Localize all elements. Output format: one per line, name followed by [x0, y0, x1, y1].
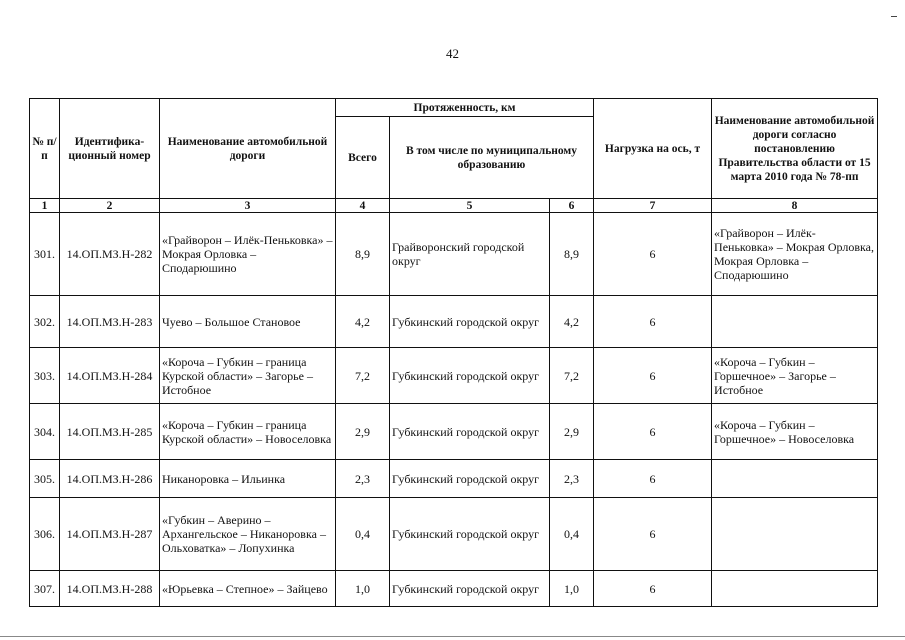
row-load: 6	[594, 498, 712, 571]
row-load: 6	[594, 460, 712, 498]
row-total: 7,2	[336, 348, 390, 404]
row-old-name	[712, 460, 878, 498]
row-load: 6	[594, 404, 712, 460]
row-num: 307.	[30, 571, 60, 607]
header-id: Идентифика-ционный номер	[60, 99, 160, 199]
row-municipality: Губкинский городской округ	[390, 498, 550, 571]
row-name: «Грайворон – Илёк-Пеньковка» – Мокрая Орловка – Сподарюшино	[160, 213, 336, 296]
row-num: 306.	[30, 498, 60, 571]
header-resolution: Наименование автомобильной дороги согласно постановлению Правительства области от 15 марта 2010 года № 78-пп	[712, 99, 878, 199]
table-row	[30, 498, 878, 571]
row-old-name: «Короча – Губкин – Горшечное» – Загорье – Истобное	[712, 348, 878, 404]
row-km: 7,2	[550, 348, 594, 404]
row-total: 4,2	[336, 296, 390, 348]
row-name: «Короча – Губкин – граница Курской области» – Новоселовка	[160, 404, 336, 460]
header-total: Всего	[336, 117, 390, 199]
header-incl: В том числе по муниципальному образованию	[390, 117, 594, 199]
row-name: «Губкин – Аверино – Архангельское – Никаноровка – Ольховатка» – Лопухинка	[160, 498, 336, 571]
page-number: 42	[446, 46, 459, 61]
column-index: 8	[712, 199, 878, 213]
row-municipality: Губкинский городской округ	[390, 571, 550, 607]
row-id: 14.ОП.МЗ.Н-286	[60, 460, 160, 498]
row-load: 6	[594, 348, 712, 404]
row-id: 14.ОП.МЗ.Н-283	[60, 296, 160, 348]
row-total: 2,3	[336, 460, 390, 498]
table-row	[30, 296, 878, 348]
column-index: 2	[60, 199, 160, 213]
column-index: 3	[160, 199, 336, 213]
row-num: 302.	[30, 296, 60, 348]
header-name: Наименование автомобильной дороги	[160, 99, 336, 199]
bottom-rule	[0, 636, 905, 637]
row-municipality: Губкинский городской округ	[390, 348, 550, 404]
row-num: 303.	[30, 348, 60, 404]
row-id: 14.ОП.МЗ.Н-284	[60, 348, 160, 404]
column-index: 5	[390, 199, 550, 213]
row-km: 2,3	[550, 460, 594, 498]
row-name: «Короча – Губкин – граница Курской области» – Загорье – Истобное	[160, 348, 336, 404]
row-old-name: «Короча – Губкин – Горшечное» – Новоселовка	[712, 404, 878, 460]
roads-table	[29, 98, 878, 607]
row-municipality: Губкинский городской округ	[390, 296, 550, 348]
row-km: 4,2	[550, 296, 594, 348]
row-name: Никаноровка – Ильинка	[160, 460, 336, 498]
row-old-name	[712, 296, 878, 348]
column-index: 7	[594, 199, 712, 213]
table-row	[30, 571, 878, 607]
row-num: 305.	[30, 460, 60, 498]
column-index: 4	[336, 199, 390, 213]
row-name: «Юрьевка – Степное» – Зайцево	[160, 571, 336, 607]
row-total: 1,0	[336, 571, 390, 607]
column-index-row	[30, 199, 878, 213]
row-num: 304.	[30, 404, 60, 460]
corner-mark	[891, 16, 897, 17]
header-num: № п/п	[30, 99, 60, 199]
row-id: 14.ОП.МЗ.Н-288	[60, 571, 160, 607]
column-index: 1	[30, 199, 60, 213]
row-id: 14.ОП.МЗ.Н-282	[60, 213, 160, 296]
row-km: 2,9	[550, 404, 594, 460]
header-load: Нагрузка на ось, т	[594, 99, 712, 199]
row-id: 14.ОП.МЗ.Н-287	[60, 498, 160, 571]
row-old-name: «Грайворон – Илёк-Пеньковка» – Мокрая Орловка, Мокрая Орловка – Сподарюшино	[712, 213, 878, 296]
row-load: 6	[594, 296, 712, 348]
column-index: 6	[550, 199, 594, 213]
header-length: Протяженность, км	[336, 99, 594, 117]
row-name: Чуево – Большое Становое	[160, 296, 336, 348]
row-num: 301.	[30, 213, 60, 296]
row-total: 2,9	[336, 404, 390, 460]
row-km: 0,4	[550, 498, 594, 571]
table-row	[30, 404, 878, 460]
row-km: 1,0	[550, 571, 594, 607]
row-old-name	[712, 498, 878, 571]
table-row	[30, 348, 878, 404]
row-municipality: Губкинский городской округ	[390, 404, 550, 460]
row-municipality: Грайворонский городской округ	[390, 213, 550, 296]
row-load: 6	[594, 213, 712, 296]
row-load: 6	[594, 571, 712, 607]
table-row	[30, 460, 878, 498]
row-km: 8,9	[550, 213, 594, 296]
table-row	[30, 213, 878, 296]
row-total: 0,4	[336, 498, 390, 571]
row-municipality: Губкинский городской округ	[390, 460, 550, 498]
row-total: 8,9	[336, 213, 390, 296]
row-old-name	[712, 571, 878, 607]
row-id: 14.ОП.МЗ.Н-285	[60, 404, 160, 460]
